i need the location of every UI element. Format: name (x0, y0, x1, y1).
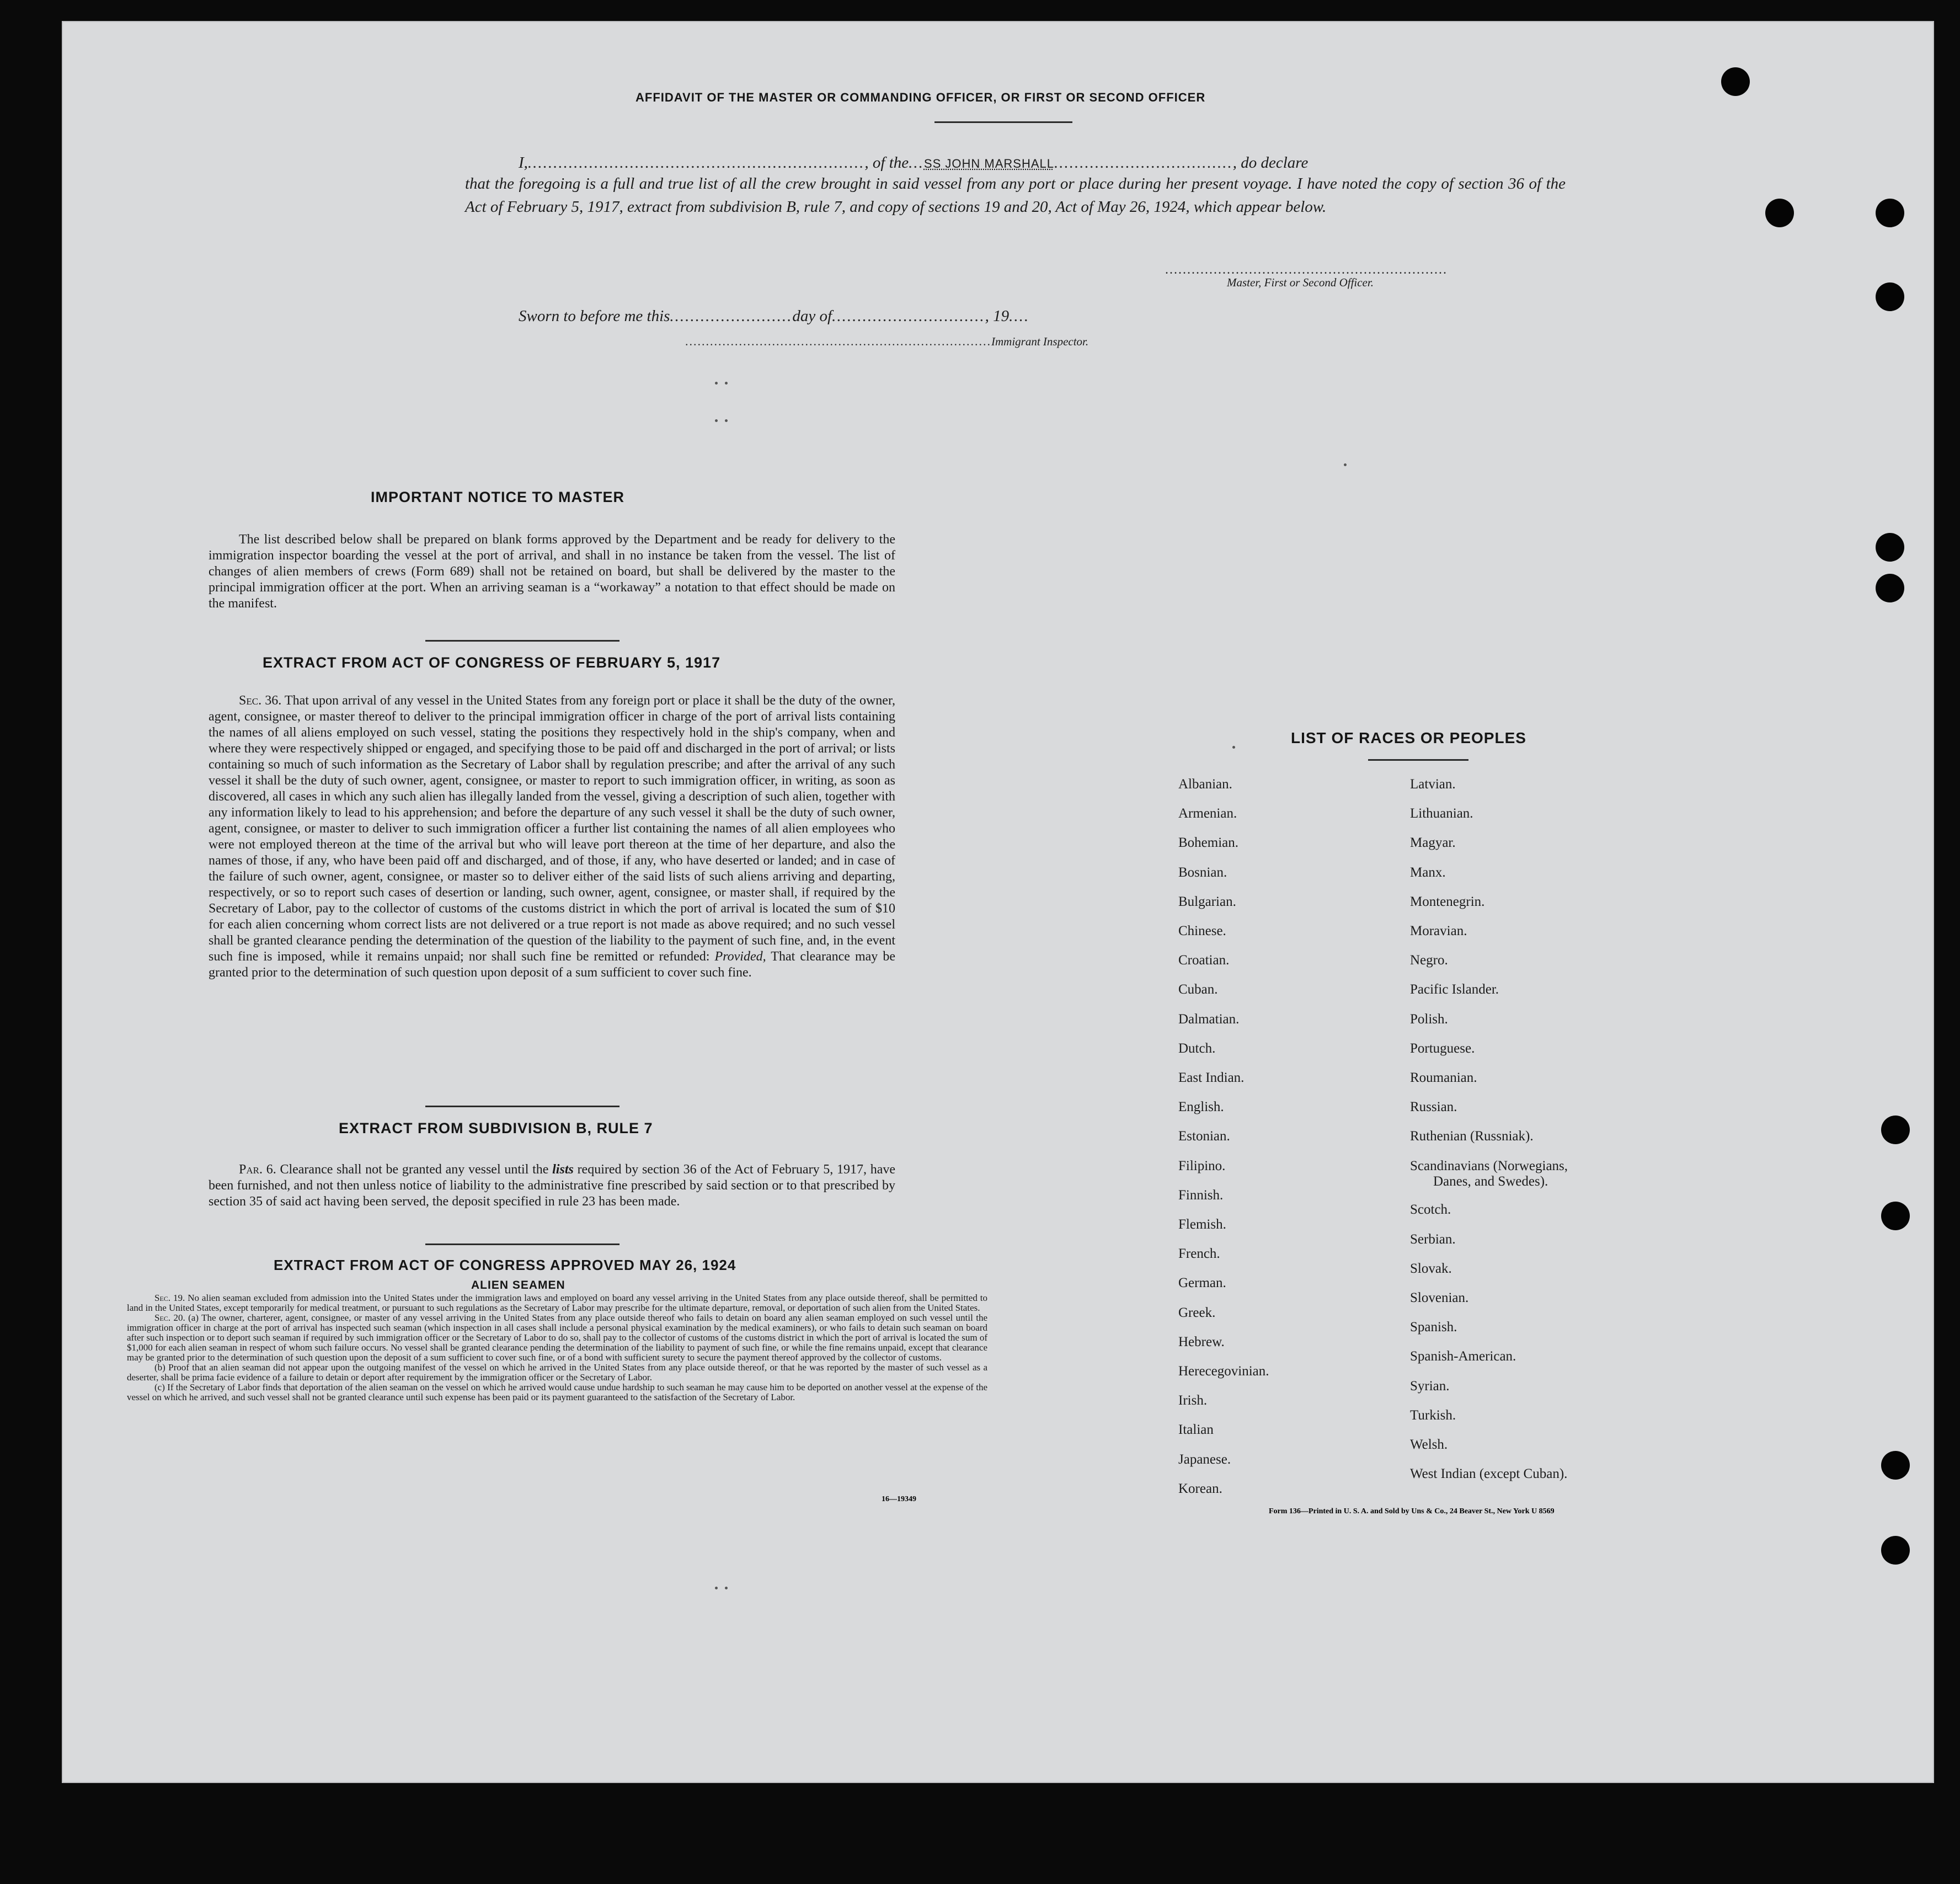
affidavit-title: AFFIDAVIT OF THE MASTER OR COMMANDING OFFICER, OR FIRST OR SECOND OFFICER (635, 90, 1206, 104)
notice-divider (425, 640, 619, 642)
race-item: Croatian. (1178, 953, 1230, 968)
race-item: East Indian. (1178, 1070, 1245, 1085)
extract-1924-body (127, 1293, 987, 1402)
sec36-label: Sec. 36. (239, 693, 282, 708)
race-item: Serbian. (1410, 1231, 1456, 1247)
race-item: Filipino. (1178, 1158, 1226, 1173)
punch-hole (1765, 199, 1794, 227)
form-code: 16—19349 (882, 1495, 916, 1503)
day-of-text: day of (792, 307, 832, 325)
inspector-line (685, 334, 1088, 349)
race-item: Italian (1178, 1422, 1214, 1438)
race-item: Scandinavians (Norwegians, (1410, 1158, 1568, 1173)
races-divider (1368, 759, 1468, 761)
race-item: French. (1178, 1246, 1220, 1262)
race-item: Manx. (1410, 864, 1446, 880)
extract-1924-title: EXTRACT FROM ACT OF CONGRESS APPROVED MAY 26, 1924 (274, 1257, 736, 1273)
race-item: Polish. (1410, 1011, 1448, 1027)
vessel-name: SS JOHN MARSHALL (923, 157, 1054, 170)
speck (715, 419, 718, 422)
punch-hole (1881, 1202, 1910, 1230)
races-title: LIST OF RACES OR PEOPLES (1291, 729, 1526, 746)
year-text: , 19 (985, 307, 1010, 325)
race-item-continuation: Danes, and Swedes). (1433, 1173, 1548, 1189)
subdivision-title: EXTRACT FROM SUBDIVISION B, RULE 7 (339, 1120, 653, 1136)
do-declare-text: , do declare (1232, 154, 1309, 172)
document-sheet (62, 21, 1934, 1783)
affidavit-divider (934, 121, 1072, 123)
alien-seamen-subtitle: ALIEN SEAMEN (471, 1279, 565, 1291)
extract-1917-title: EXTRACT FROM ACT OF CONGRESS OF FEBRUARY 5, 1917 (263, 654, 721, 671)
race-item: Dalmatian. (1178, 1011, 1240, 1027)
race-item: Japanese. (1178, 1451, 1231, 1467)
punch-hole (1876, 533, 1904, 562)
punch-hole (1721, 67, 1750, 96)
par6-label: Par. 6. (239, 1162, 276, 1177)
sec19-label: Sec. 19. (154, 1293, 185, 1303)
race-item: Slovak. (1410, 1261, 1452, 1276)
race-item: Latvian. (1410, 777, 1456, 792)
inspector-label: Immigrant Inspector. (991, 335, 1089, 348)
vessel-blank-tail: ................................... (1054, 154, 1233, 172)
race-item: Slovenian. (1410, 1290, 1469, 1305)
race-item: Syrian. (1410, 1378, 1450, 1394)
race-item: Greek. (1178, 1305, 1216, 1320)
sec20a-text: (a) The owner, charterer, agent, consignee, or master of any vessel arriving in the United States from any place outside thereof who fails to detain on board any alien seaman employed on such vessel until the immigration officer in charge at the port of arrival has inspected such seaman (which inspection in all cases shall include a personal physical examination by the medical examiners), or who fails to detain such seaman on board after such inspection or to deport such seaman if required by such immigration officer or the Secretary of Labor to do so, shall pay to the collector of customs of the customs district in which the port of arrival is located the sum of $1,000 for each alien seaman in respect of whom such failure occurs. No vessel shall be granted clearance pending the determination of the liability to payment of such fine, or while the fine remains unpaid, except that clearance may be granted prior to the determination of such question upon the deposit of a sum sufficient to cover such fine, or of a bond with sufficient surety to secure the payment thereof approved by the collector of customs. (127, 1312, 988, 1363)
race-item: Ruthenian (Russniak). (1410, 1129, 1534, 1144)
sworn-text: Sworn to before me this (519, 307, 670, 325)
year-blank: .... (1009, 307, 1030, 325)
punch-hole (1881, 1116, 1910, 1144)
race-item: Albanian. (1178, 777, 1232, 792)
race-item: Spanish. (1410, 1320, 1457, 1335)
race-item: Flemish. (1178, 1217, 1226, 1232)
race-item: Spanish-American. (1410, 1349, 1516, 1364)
speck (1344, 463, 1347, 466)
punch-hole (1876, 199, 1904, 227)
notice-body: The list described below shall be prepared on blank forms approved by the Department and be ready for delivery to the immigration inspector boarding the vessel at the port of arrival, and shall in no instance be taken from the vessel. The list of changes of alien members of crews (Form 689) shall not be retained on board, but shall be delivered by the master to the principal immigration officer at the port. When an arriving seaman is a “workaway” a notation to that effect should be made on the manifest. (209, 532, 895, 611)
punch-hole (1881, 1536, 1910, 1565)
vessel-blank-lead: ... (909, 154, 924, 172)
race-item: Scotch. (1410, 1202, 1451, 1218)
race-item: Pacific Islander. (1410, 982, 1499, 997)
speck (725, 419, 728, 422)
punch-hole (1876, 574, 1904, 602)
punch-hole (1876, 282, 1904, 311)
sec36-body: That upon arrival of any vessel in the United States from any foreign port or place it shall be the duty of the owner, agent, consignee, or master thereof to deliver to the principal immigration officer in charge of the port of arrival lists containing the names of all aliens employed on such vessel, stating the positions they respectively hold in the ship's company, when and where they were respectively shipped or engaged, and specifying those to be paid off and discharged in the port of arrival; or lists containing so much of such information as the Secretary of Labor shall by regulation prescribe; and after the arrival of any such vessel it shall be the duty of such owner, agent, consignee, or master to report to such immigration officer, in writing, as soon as discovered, all cases in which any such alien has illegally landed from the vessel, giving a description of such alien, together with any information likely to lead to his apprehension; and before the departure of any such vessel it shall be the duty of such owner, agent, consignee, or master to deliver to such immigration officer a further list containing the names of all alien employees who were not employed thereon at the time of the arrival but who will leave port thereon at the time of her departure, and also the names of those, if any, who have been paid off and discharged, and of those, if any, who have deserted or landed; and in case of the failure of such owner, agent, consignee, or master so to deliver either of the said lists of such aliens arriving and departing, respectively, or so to report such cases of desertion or landing, such owner, agent, consignee, or master shall, if required by the Secretary of Labor, pay to the collector of customs of the customs district in which the port of arrival is located the sum of $10 for each alien concerning whom correct lists are not delivered or a true report is not made as above required; and no such vessel shall be granted clearance pending the determination of the question of the liability to the payment of such fine, and, in the event such fine is imposed, while it remains unpaid; nor shall such fine be remitted or refunded: (209, 693, 895, 964)
notice-title: IMPORTANT NOTICE TO MASTER (371, 489, 624, 505)
sec36-paragraph (209, 693, 895, 981)
sworn-month-blank: .............................. (832, 307, 985, 325)
race-item: Bosnian. (1178, 864, 1227, 880)
race-item: Finnish. (1178, 1187, 1224, 1203)
name-blank: .................................................................. (527, 154, 865, 172)
extract-1917-divider (425, 1106, 619, 1107)
of-the-text: , of the (864, 154, 909, 172)
affidavit-i: I, (519, 154, 528, 172)
speck (715, 1587, 718, 1589)
race-item: Moravian. (1410, 924, 1467, 938)
subdivision-divider (425, 1243, 619, 1245)
master-signature-label: Master, First or Second Officer. (1227, 276, 1374, 289)
speck (725, 1587, 728, 1589)
race-item: Korean. (1178, 1481, 1222, 1496)
race-item: West Indian (except Cuban). (1410, 1466, 1568, 1482)
par6-body-b: required by section 36 of the Act of February 5, 1917, have been furnished, and not then unless notice of liability to the administrative fine prescribed by said section or to that prescribed by section 35 of said act having been served, the deposit specified in rule 23 has been made. (209, 1162, 896, 1209)
sec36-body-end: That clearance may be granted prior to the determination of such question upon deposit of a sum sufficient to cover such fine. (209, 949, 896, 980)
provided-word: Provided, (714, 949, 766, 964)
race-item: Lithuanian. (1410, 806, 1473, 821)
sec19-text: No alien seaman excluded from admission into the United States under the immigration laws and employed on board any vessel arriving in the United States from any place outside thereof, shall be permitted to land in the United States, except temporarily for medical treatment, or pursuant to such regulations as the Secretary of Labor may prescribe for the ultimate departure, removal, or deportation of such alien from the United States. (127, 1293, 987, 1313)
race-item: Bulgarian. (1178, 894, 1236, 909)
sworn-line (519, 305, 1029, 328)
race-item: Estonian. (1178, 1129, 1230, 1144)
race-item: Bohemian. (1178, 835, 1239, 851)
inspector-signature-line: .......................................................................... (685, 334, 991, 348)
printer-credit: Form 136—Printed in U. S. A. and Sold by Uns & Co., 24 Beaver St., New York U 8569 (1269, 1507, 1555, 1515)
race-item: Dutch. (1178, 1040, 1216, 1056)
race-item: Montenegrin. (1410, 894, 1485, 909)
lists-word: lists (552, 1162, 574, 1177)
race-item: German. (1178, 1275, 1226, 1291)
sec20c-text: (c) If the Secretary of Labor finds that deportation of the alien seaman on the vessel on which he arrived would cause undue hardship to such seaman he may cause him to be deported on another vessel at the expense of the vessel on which he arrived, and such vessel shall not be granted clearance until such expense has been paid or its payment guaranteed to the satisfaction of the Secretary of Labor. (127, 1382, 987, 1402)
race-item: Cuban. (1178, 982, 1218, 997)
speck (715, 382, 718, 385)
race-item: Welsh. (1410, 1437, 1448, 1452)
race-item: Negro. (1410, 953, 1448, 968)
race-item: Roumanian. (1410, 1070, 1477, 1085)
sec20-label: Sec. 20. (154, 1312, 185, 1323)
race-item: Russian. (1410, 1100, 1457, 1115)
race-item: Hebrew. (1178, 1334, 1225, 1349)
race-item: Herecegovinian. (1178, 1364, 1269, 1379)
par6-paragraph (209, 1162, 895, 1210)
affidavit-body: that the foregoing is a full and true list of all the crew brought in said vessel from any port or place during her present voyage. I have noted the copy of section 36 of the Act of February 5, 1917, extract from subdivision B, rule 7, and copy of sections 19 and 20, Act of May 26, 1924, which appear below. (465, 175, 1566, 216)
sworn-day-blank: ........................ (670, 307, 793, 325)
speck (725, 382, 728, 385)
race-item: Portuguese. (1410, 1040, 1475, 1056)
race-item: Irish. (1178, 1393, 1208, 1408)
par6-body-a: Clearance shall not be granted any vessel until the (280, 1162, 549, 1177)
race-item: English. (1178, 1100, 1224, 1115)
race-item: Magyar. (1410, 835, 1456, 851)
race-item: Armenian. (1178, 806, 1237, 821)
sec20b-text: (b) Proof that an alien seaman did not appear upon the outgoing manifest of the vessel on which he arrived in the United States from any place outside thereof, or that he was reported by the master of such vessel as a deserter, shall be prima facie evidence of a failure to detain or deport after requirement by the immigration officer or the Secretary of Labor. (127, 1362, 987, 1383)
race-item: Chinese. (1178, 924, 1226, 938)
punch-hole (1881, 1451, 1910, 1480)
master-signature-line: ................................................................ (1165, 263, 1448, 277)
race-item: Turkish. (1410, 1407, 1456, 1423)
speck (1232, 746, 1235, 749)
